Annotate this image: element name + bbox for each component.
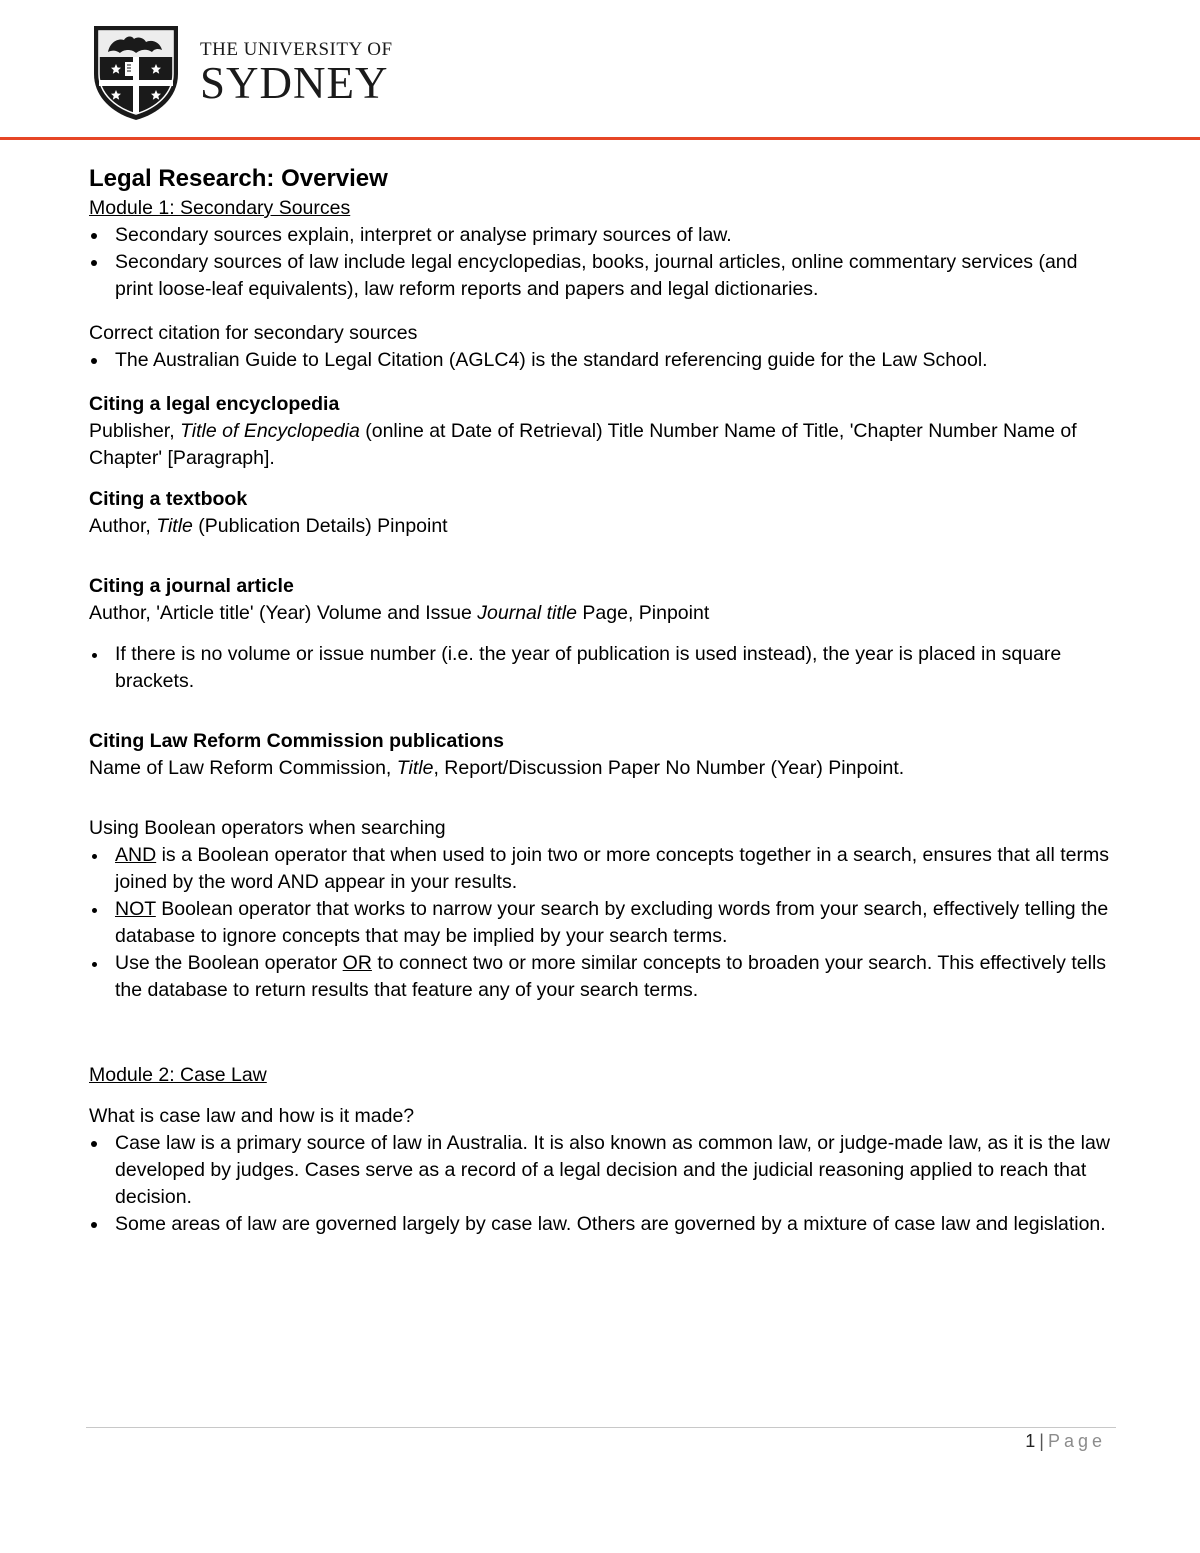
list-item bbox=[89, 842, 1119, 896]
header-divider bbox=[0, 137, 1200, 140]
logo-line-1: THE UNIVERSITY OF bbox=[200, 39, 393, 60]
page-label: Page bbox=[1047, 1431, 1106, 1451]
and-description: is a Boolean operator that when used to join two or more concepts together in a search, ensures that all terms joined by the word AND appear in your results. bbox=[115, 844, 1109, 893]
or-operator: OR bbox=[342, 952, 372, 974]
textbook-author: Author, bbox=[89, 515, 157, 537]
not-description: Boolean operator that works to narrow your search by excluding words from your search, effectively telling the database to ignore concepts that may be implied by your search terms. bbox=[115, 898, 1109, 947]
list-item: Case law is a primary source of law in Australia. It is also known as common law, or judge-made law, as it is the law developed by judges. Cases serve as a record of a legal decision and the judicial reasoning applied to reach that decision. bbox=[89, 1130, 1119, 1211]
encyclopedia-rest: (online at Date of Retrieval) Title Number Name of Title, 'Chapter Number Name of Chapter' [Paragraph]. bbox=[89, 420, 1077, 469]
journal-format bbox=[89, 600, 1119, 627]
encyclopedia-publisher: Publisher, bbox=[89, 420, 181, 442]
page-footer bbox=[1025, 1431, 1106, 1452]
list-item bbox=[89, 950, 1119, 1004]
journal-title: Journal title bbox=[477, 602, 577, 624]
footer-separator: | bbox=[1039, 1431, 1044, 1451]
module-1-bullet-list bbox=[89, 222, 1119, 303]
textbook-format bbox=[89, 513, 1119, 540]
list-item bbox=[89, 896, 1119, 950]
university-logo bbox=[88, 22, 393, 122]
university-wordmark bbox=[200, 40, 393, 106]
lrc-citation bbox=[89, 728, 1119, 782]
boolean-intro: Using Boolean operators when searching bbox=[89, 817, 446, 839]
list-item: Secondary sources of law include legal encyclopedias, books, journal articles, online commentary services (and print loose-leaf equivalents), law reform reports and papers and legal dictionaries. bbox=[89, 249, 1119, 303]
not-operator: NOT bbox=[115, 898, 156, 920]
footer-divider bbox=[86, 1427, 1116, 1428]
and-operator: AND bbox=[115, 844, 157, 866]
or-description: to connect two or more similar concepts to broaden your search. This effectively tells the database to return results that feature any of your search terms. bbox=[115, 952, 1107, 1001]
lrc-format bbox=[89, 755, 1119, 782]
university-crest-icon bbox=[88, 22, 184, 122]
citation-bullet-list bbox=[89, 347, 1119, 374]
list-item: Some areas of law are governed largely by case law. Others are governed by a mixture of case law and legislation. bbox=[89, 1211, 1119, 1238]
lrc-format-after: , Report/Discussion Paper No Number (Year) Pinpoint. bbox=[433, 757, 905, 779]
journal-bullet-list bbox=[89, 641, 1119, 695]
textbook-rest: (Publication Details) Pinpoint bbox=[192, 515, 448, 537]
lrc-format-before: Name of Law Reform Commission, bbox=[89, 757, 397, 779]
or-description-before: Use the Boolean operator bbox=[115, 952, 343, 974]
encyclopedia-format bbox=[89, 418, 1119, 472]
document-body bbox=[89, 163, 1119, 1255]
logo-line-2: SYDNEY bbox=[200, 58, 389, 108]
textbook-citation bbox=[89, 486, 1119, 540]
lrc-heading: Citing Law Reform Commission publications bbox=[89, 730, 504, 752]
case-law-question: What is case law and how is it made? bbox=[89, 1105, 415, 1127]
journal-format-after: Page, Pinpoint bbox=[576, 602, 710, 624]
encyclopedia-citation bbox=[89, 391, 1119, 472]
encyclopedia-heading: Citing a legal encyclopedia bbox=[89, 393, 340, 415]
page-title: Legal Research: Overview bbox=[89, 165, 388, 192]
list-item: Secondary sources explain, interpret or analyse primary sources of law. bbox=[89, 222, 1119, 249]
module-2-heading: Module 2: Case Law bbox=[89, 1064, 267, 1086]
list-item: The Australian Guide to Legal Citation (AGLC4) is the standard referencing guide for the Law School. bbox=[89, 347, 1119, 374]
textbook-heading: Citing a textbook bbox=[89, 488, 248, 510]
list-item: If there is no volume or issue number (i.e. the year of publication is used instead), the year is placed in square brackets. bbox=[89, 641, 1119, 695]
page-number: 1 bbox=[1025, 1431, 1036, 1451]
journal-format-before: Author, 'Article title' (Year) Volume and Issue bbox=[89, 602, 478, 624]
module-2-bullet-list bbox=[89, 1130, 1119, 1238]
boolean-bullet-list bbox=[89, 842, 1119, 1004]
encyclopedia-title: Title of Encyclopedia bbox=[180, 420, 360, 442]
journal-heading: Citing a journal article bbox=[89, 575, 294, 597]
citation-intro: Correct citation for secondary sources bbox=[89, 322, 418, 344]
module-1-heading: Module 1: Secondary Sources bbox=[89, 197, 351, 219]
lrc-title: Title bbox=[396, 757, 434, 779]
journal-citation bbox=[89, 573, 1119, 627]
textbook-title: Title bbox=[156, 515, 193, 537]
